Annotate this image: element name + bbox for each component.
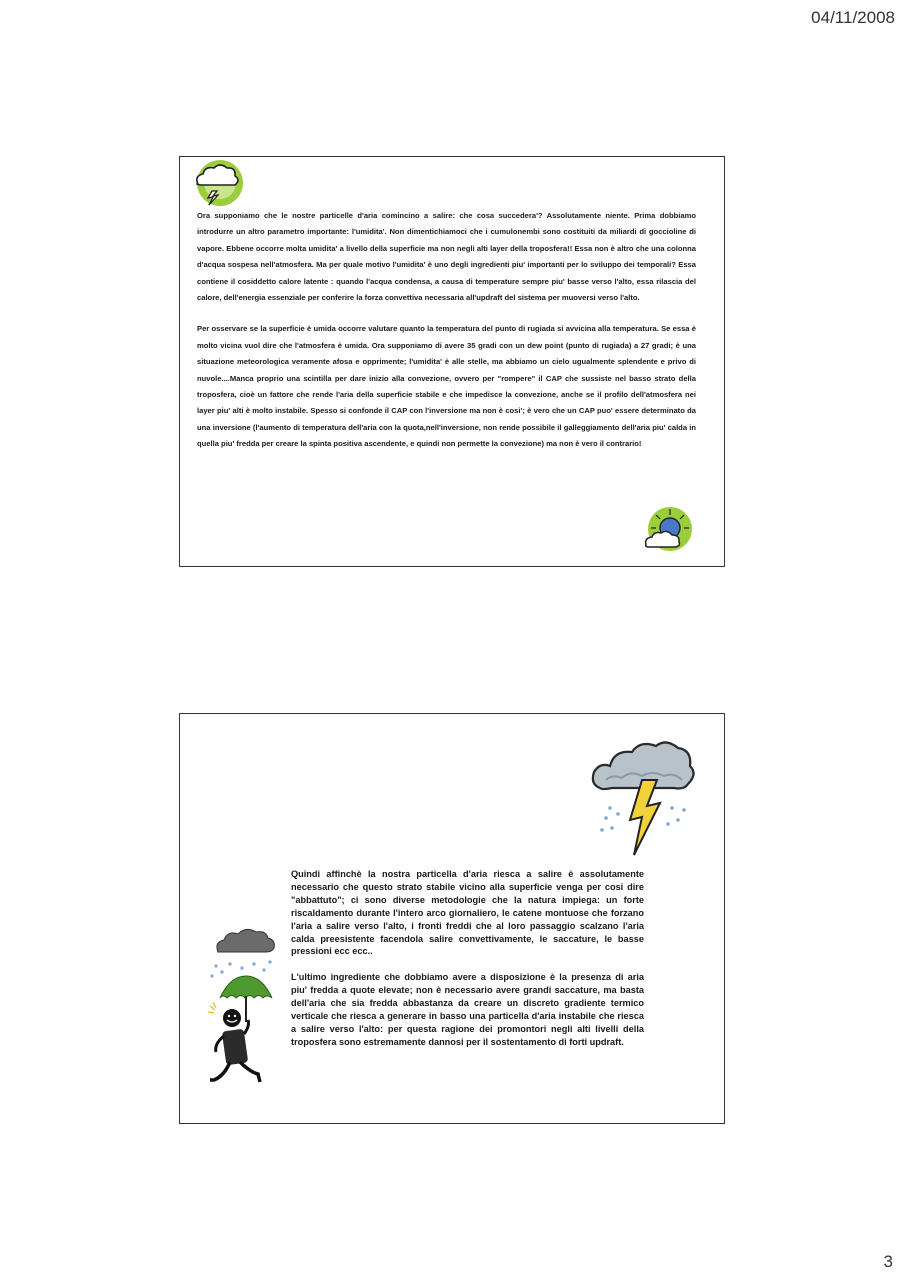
thunderstorm-icon [588,738,704,858]
slide-2-paragraph-1: Quindi affinchè la nostra particella d'aria riesca a salire è assolutamente necessario che questo strato stabile vicino alla superficie venga per cosi dire "abbattuto"; ci sono diverse metodologie che la natura impiega: un forte riscaldamento durante l'intero arco giornaliero, le catene montuose che forzano l'aria a salire verso l'alto, i fronti freddi che al loro passaggio scalzano l'aria calda preesistente facendola salire convettivamente, le saccature, le basse pressioni ecc ecc.. [291,869,644,957]
slide-1-text [197,208,696,453]
slide-2-paragraph-2: L'ultimo ingrediente che dobbiamo avere a disposizione è la presenza di aria piu' fredda a quote elevate; non è necessario avere grandi saccature, ma basta dell'aria che sia fredda abbastanza da creare un discreto gradiente termico verticale che riesca a generare in basso una particella d'aria instabile che riesca a salire verso l'alto: per questa ragione dei promontori negli alti livelli della troposfera sono estremamente dannosi per il sostentamento di forti updraft. [291,972,644,1047]
page-date: 04/11/2008 [811,8,895,27]
slide-1-paragraph-2: Per osservare se la superficie è umida occorre valutare quanto la temperatura del punto di rugiada si avvicina alla temperatura. Se essa è molto vicina vuol dire che l'atmosfera è umida. Ora supponiamo di avere 35 gradi con un dew point (punto di rugiada) a 27 gradi; è una situazione meteorologica veramente afosa e opprimente; l'umidita' è alle stelle, ma abbiamo un cielo ugualmente splendente e privo di nuvole....Manca proprio una scintilla per dare inizio alla convezione, ovvero per "rompere" il CAP che sussiste nel basso strato della troposfera, cioè un fattore che rende l'aria della superficie stabile e che impedisce la convezione, anche se il profilo dell'atmosfera nei layer piu' alti è molto instabile. Spesso si confonde il CAP con l'inversione ma non è cosi'; è vero che un CAP puo' essere determinato da una inversione (l'aumento di temperatura dell'aria con la quota,nell'inversione, non rende possibile il galleggiamento dell'aria piu' calda in quella piu' fredda per creare la spinta positiva ascendente, e quindi non permette la convezione) ma non è vero il contrario! [197,324,696,449]
slide-2 [179,713,725,1124]
slide-2-text [291,868,644,1049]
page-number: 3 [883,1252,893,1271]
sun-cloud-icon [642,503,698,557]
umbrella-figure-icon [208,926,288,1086]
slide-1-paragraph-1: Ora supponiamo che le nostre particelle d'aria comincino a salire: che cosa succedera'? Assolutamente niente. Prima dobbiamo introdurre un altro parametro importante: l'umidita'. Non dimentichiamoci che i cumulonembi sono costituiti da miliardi di goccioline di vapore. Ebbene occorre molta umidita' a livello della superficie ma non negli alti layer della troposfera!! Essa non è altro che una colonna d'acqua sospesa nell'atmosfera. Ma per quale motivo l'umidita' è uno degli ingredienti piu' importanti per lo sviluppo dei temporali? Essa contiene il cosiddetto calore latente : quando l'acqua condensa, a causa di temperature sempre piu' basse verso l'alto, essa rilascia del calore, dell'energia essenziale per conferire la forza convettiva necessaria all'updraft del sistema per muoversi verso l'alto. [197,211,696,303]
storm-cloud-icon [190,157,248,209]
slide-1 [179,156,725,567]
